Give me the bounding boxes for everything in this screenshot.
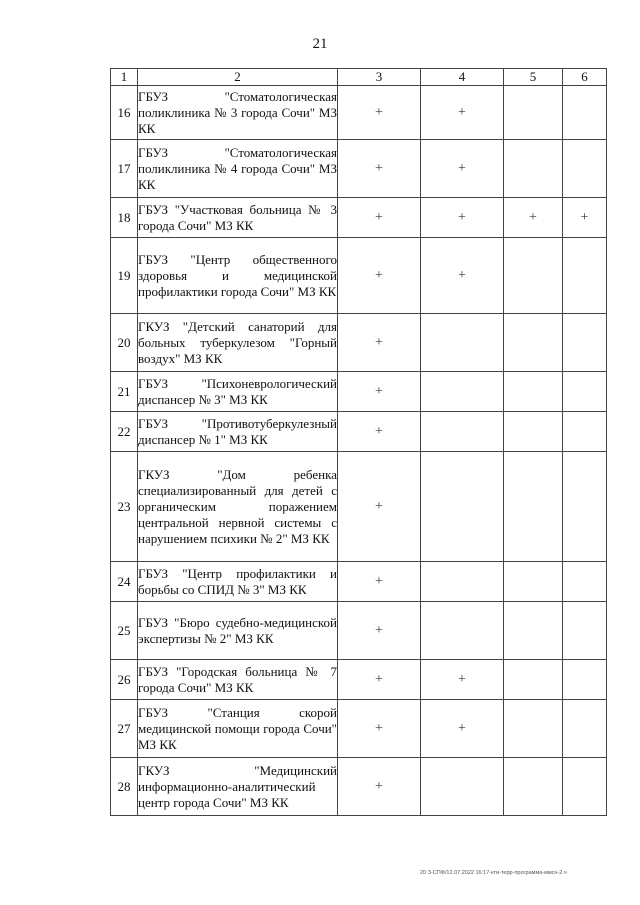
- row-number: 25: [111, 602, 138, 660]
- facility-name: ГБУЗ "Станция скорой медицинской помощи города Сочи" МЗ КК: [138, 700, 338, 758]
- mark-col-3: +: [338, 238, 421, 314]
- table-row: [111, 700, 607, 758]
- mark-col-3: +: [338, 758, 421, 816]
- mark-col-4: [421, 758, 504, 816]
- facility-name: ГБУЗ "Стоматологическая поликлиника № 3 города Сочи" МЗ КК: [138, 86, 338, 140]
- mark-col-3: +: [338, 452, 421, 562]
- table-row: [111, 372, 607, 412]
- facility-name: ГКУЗ "Медицинский информационно-аналитический центр города Сочи" МЗ КК: [138, 758, 338, 816]
- mark-col-6: [563, 238, 607, 314]
- mark-col-6: [563, 314, 607, 372]
- mark-col-3: +: [338, 140, 421, 198]
- facility-name: ГБУЗ "Противотуберкулезный диспансер № 1" МЗ КК: [138, 412, 338, 452]
- table-row: [111, 140, 607, 198]
- mark-col-6: [563, 562, 607, 602]
- mark-col-3: +: [338, 314, 421, 372]
- table-row: [111, 86, 607, 140]
- mark-col-6: [563, 140, 607, 198]
- mark-col-5: [504, 660, 563, 700]
- facility-name: ГБУЗ "Центр профилактики и борьбы со СПИД № 3" МЗ КК: [138, 562, 338, 602]
- mark-col-3: +: [338, 86, 421, 140]
- mark-col-4: +: [421, 86, 504, 140]
- mark-col-5: [504, 700, 563, 758]
- table-row: [111, 238, 607, 314]
- facility-name: ГБУЗ "Психоневрологический диспансер № 3" МЗ КК: [138, 372, 338, 412]
- table-body: [111, 86, 607, 816]
- mark-col-5: [504, 452, 563, 562]
- mark-col-3: +: [338, 562, 421, 602]
- facility-name: ГБУЗ "Бюро судебно-медицинской экспертизы № 2" МЗ КК: [138, 602, 338, 660]
- table-row: [111, 660, 607, 700]
- mark-col-6: [563, 660, 607, 700]
- mark-col-6: [563, 602, 607, 660]
- row-number: 19: [111, 238, 138, 314]
- mark-col-5: [504, 86, 563, 140]
- table-row: [111, 452, 607, 562]
- table-row: [111, 198, 607, 238]
- mark-col-3: +: [338, 602, 421, 660]
- mark-col-6: [563, 452, 607, 562]
- row-number: 24: [111, 562, 138, 602]
- mark-col-6: [563, 700, 607, 758]
- table-row: [111, 602, 607, 660]
- mark-col-4: +: [421, 198, 504, 238]
- facility-name: ГКУЗ "Дом ребенка специализированный для детей с органическим поражением центральной нервной системы с нарушением психики № 2" МЗ КК: [138, 452, 338, 562]
- mark-col-4: [421, 372, 504, 412]
- mark-col-5: [504, 758, 563, 816]
- mark-col-5: [504, 238, 563, 314]
- mark-col-5: [504, 140, 563, 198]
- table-row: [111, 314, 607, 372]
- table-row: [111, 562, 607, 602]
- column-header-3: 3: [338, 69, 421, 86]
- mark-col-4: +: [421, 140, 504, 198]
- facility-name: ГБУЗ "Центр общественного здоровья и медицинской профилактики города Сочи" МЗ КК: [138, 238, 338, 314]
- facility-name: ГКУЗ "Детский санаторий для больных туберкулезом "Горный воздух" МЗ КК: [138, 314, 338, 372]
- mark-col-4: [421, 562, 504, 602]
- facilities-table: [110, 68, 607, 816]
- row-number: 23: [111, 452, 138, 562]
- mark-col-5: [504, 314, 563, 372]
- row-number: 22: [111, 412, 138, 452]
- table-header-row: [111, 69, 607, 86]
- table-row: [111, 412, 607, 452]
- page-number: 21: [312, 36, 328, 52]
- mark-col-3: +: [338, 700, 421, 758]
- column-header-1: 1: [111, 69, 138, 86]
- facility-name: ГБУЗ "Стоматологическая поликлиника № 4 города Сочи" МЗ КК: [138, 140, 338, 198]
- mark-col-3: +: [338, 198, 421, 238]
- column-header-5: 5: [504, 69, 563, 86]
- mark-col-6: +: [563, 198, 607, 238]
- row-number: 20: [111, 314, 138, 372]
- mark-col-4: [421, 412, 504, 452]
- column-header-2: 2: [138, 69, 338, 86]
- mark-col-6: [563, 412, 607, 452]
- row-number: 18: [111, 198, 138, 238]
- mark-col-5: +: [504, 198, 563, 238]
- row-number: 21: [111, 372, 138, 412]
- row-number: 16: [111, 86, 138, 140]
- document-footer: 20 З-СПФ/12.07.2022 16:17-кти-терр-программа-ммсн-2.ч: [420, 870, 567, 876]
- mark-col-6: [563, 86, 607, 140]
- mark-col-4: [421, 602, 504, 660]
- mark-col-4: +: [421, 660, 504, 700]
- mark-col-4: [421, 314, 504, 372]
- facility-name: ГБУЗ "Городская больница № 7 города Сочи" МЗ КК: [138, 660, 338, 700]
- row-number: 27: [111, 700, 138, 758]
- row-number: 28: [111, 758, 138, 816]
- mark-col-3: +: [338, 372, 421, 412]
- column-header-4: 4: [421, 69, 504, 86]
- row-number: 26: [111, 660, 138, 700]
- mark-col-4: +: [421, 700, 504, 758]
- facility-name: ГБУЗ "Участковая больница № 3 города Сочи" МЗ КК: [138, 198, 338, 238]
- mark-col-3: +: [338, 660, 421, 700]
- row-number: 17: [111, 140, 138, 198]
- mark-col-5: [504, 372, 563, 412]
- mark-col-3: +: [338, 412, 421, 452]
- table-row: [111, 758, 607, 816]
- mark-col-5: [504, 562, 563, 602]
- mark-col-4: [421, 452, 504, 562]
- column-header-6: 6: [563, 69, 607, 86]
- mark-col-5: [504, 602, 563, 660]
- mark-col-6: [563, 372, 607, 412]
- mark-col-4: +: [421, 238, 504, 314]
- mark-col-5: [504, 412, 563, 452]
- mark-col-6: [563, 758, 607, 816]
